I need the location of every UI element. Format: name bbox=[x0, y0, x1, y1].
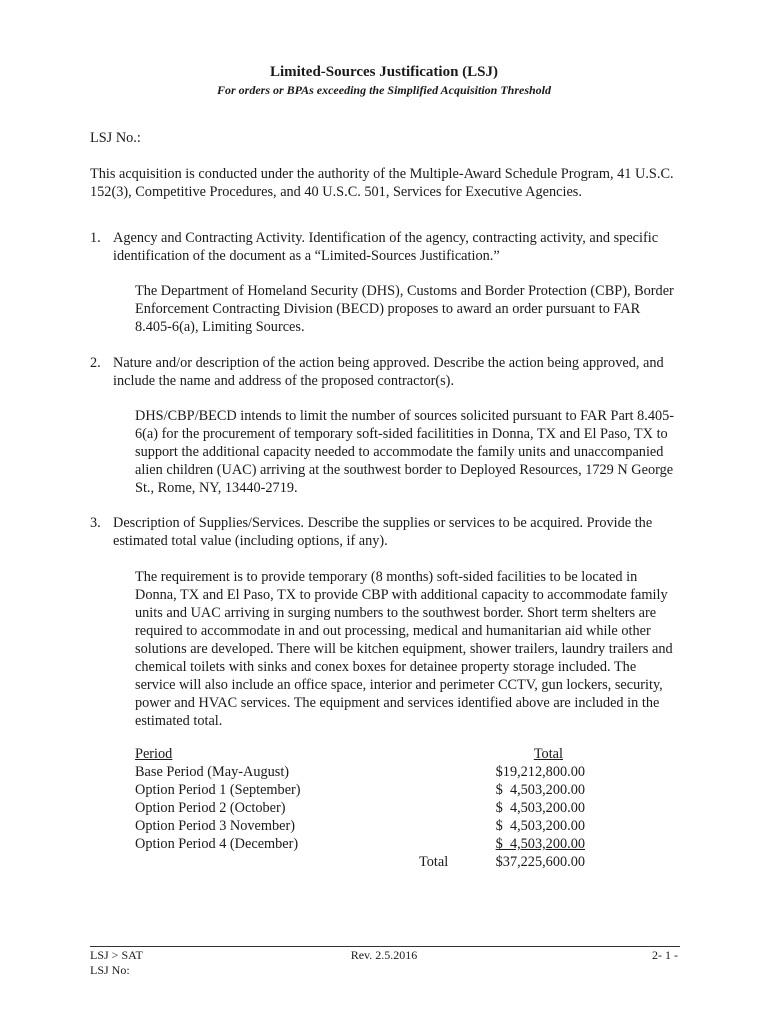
amount-cell: $ 4,503,200.00 bbox=[495, 818, 585, 834]
period-cell: Option Period 2 (October) bbox=[135, 800, 286, 816]
cost-table-header bbox=[135, 745, 585, 763]
amount-cell: $ 4,503,200.00 bbox=[495, 836, 585, 852]
item-3-body: The requirement is to provide temporary (8 months) soft-sided facilities to be located in Donna, TX and El Paso, TX to provide CBP with additional capacity to accommodate family units and UAC arriving in surging numbers to the southwest border. Short term shelters are required to accommodate in and out processing, medical and humanitarian aid while other solutions are developed. There will be kitchen equipment, shower trailers, laundry trailers and chemical toilets with sinks and conex boxes for detainee property storage included. The service will also include an office space, interior and perimeter CCTV, gun lockers, security, power and HVAC services. The equipment and services identified above are included in the estimated total. bbox=[135, 569, 673, 729]
footer-divider bbox=[90, 946, 680, 947]
footer-form-type: LSJ > SAT bbox=[90, 948, 143, 962]
total-column-header: Total bbox=[533, 746, 563, 762]
period-column-header: Period bbox=[135, 746, 173, 762]
item-3-heading: Description of Supplies/Services. Describe the supplies or services to be acquired. Provide the estimated total value (including options, if any). bbox=[113, 515, 653, 549]
amount-cell: $19,212,800.00 bbox=[495, 764, 585, 780]
table-row bbox=[135, 835, 585, 853]
lsj-number-label: LSJ No.: bbox=[90, 130, 141, 146]
table-row bbox=[135, 799, 585, 817]
footer-lsj-number: LSJ No: bbox=[90, 963, 130, 977]
document-title: Limited-Sources Justification (LSJ) bbox=[269, 64, 499, 80]
period-cell: Base Period (May-August) bbox=[135, 764, 290, 780]
amount-cell: $ 4,503,200.00 bbox=[495, 800, 585, 816]
item-1-body: The Department of Homeland Security (DHS), Customs and Border Protection (CBP), Border Enforcement Contracting Division (BECD) proposes to award an order pursuant to FAR 8.405-6(a), Limiting Sources. bbox=[135, 283, 674, 335]
footer-page-number: 2- 1 - bbox=[652, 948, 678, 962]
table-total-row bbox=[135, 853, 585, 871]
period-cell: Option Period 4 (December) bbox=[135, 836, 299, 852]
period-cell: Option Period 3 November) bbox=[135, 818, 296, 834]
item-1-number: 1. bbox=[90, 230, 101, 246]
item-2-heading: Nature and/or description of the action being approved. Describe the action being approved, and include the name and address of the proposed contractor(s). bbox=[113, 355, 664, 389]
footer-revision: Rev. 2.5.2016 bbox=[350, 948, 418, 962]
grand-total-amount: $37,225,600.00 bbox=[495, 854, 585, 870]
item-1-heading: Agency and Contracting Activity. Identification of the agency, contracting activity, and specific identification of the document as a “Limited-Sources Justification.” bbox=[113, 230, 659, 264]
authority-paragraph: This acquisition is conducted under the authority of the Multiple-Award Schedule Program, 41 U.S.C. 152(3), Competitive Procedures, and 40 U.S.C. 501, Services for Executive Agencies. bbox=[90, 166, 674, 200]
item-2-body: DHS/CBP/BECD intends to limit the number of sources solicited pursuant to FAR Part 8.405-6(a) for the procurement of temporary soft-sided facilitities in Donna, TX and El Paso, TX to support the additional capacity needed to accommodate the family units and unaccompanied alien children (UAC) arriving at the southwest border to Deployed Resources, 1729 N George St., Rome, NY, 13440-2719. bbox=[135, 408, 675, 496]
table-row bbox=[135, 781, 585, 799]
document-subtitle: For orders or BPAs exceeding the Simplified Acquisition Threshold bbox=[216, 83, 552, 97]
table-row bbox=[135, 763, 585, 781]
item-2-number: 2. bbox=[90, 355, 101, 371]
period-cell: Option Period 1 (September) bbox=[135, 782, 301, 798]
grand-total-label: Total bbox=[419, 854, 449, 870]
cost-table bbox=[135, 745, 585, 871]
amount-cell: $ 4,503,200.00 bbox=[495, 782, 585, 798]
item-3-number: 3. bbox=[90, 515, 101, 531]
table-row bbox=[135, 817, 585, 835]
